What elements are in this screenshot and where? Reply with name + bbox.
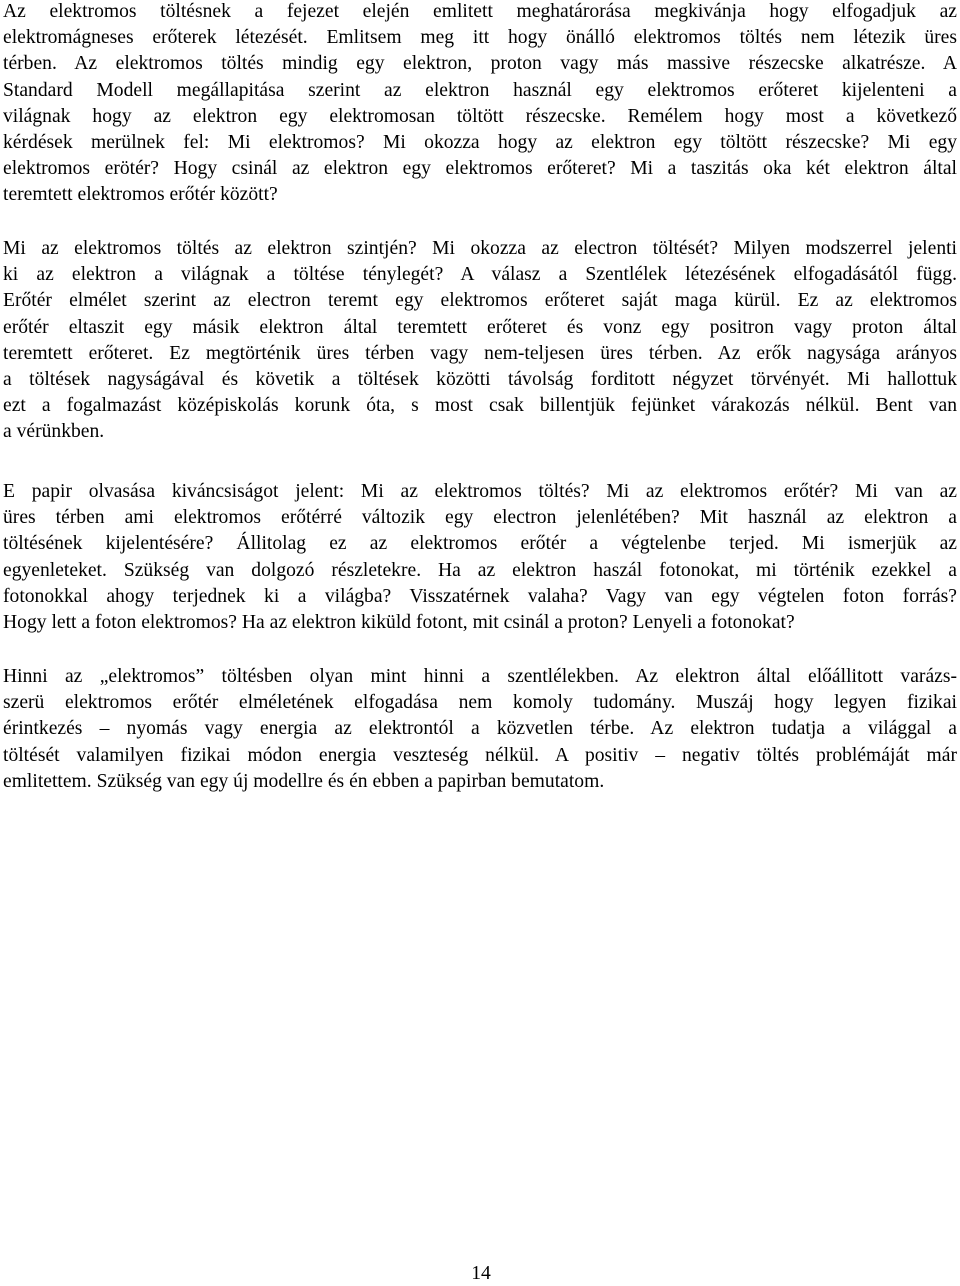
- text-line: a töltések nagyságával és követik a töltések közötti távolság forditott négyzet törvényét. Mi hallottuk: [3, 369, 957, 391]
- paragraph-2: [3, 236, 957, 446]
- text-line: Mi az elektromos töltés az elektron szintjén? Mi okozza az electron töltését? Milyen modszerrel jelenti: [3, 238, 957, 259]
- paragraph-1: [3, 0, 957, 209]
- document-page: [3, 0, 959, 1286]
- text-line: Az elektromos töltésnek a fejezet elején emlitett meghatárorása megkivánja hogy elfogadjuk az: [3, 1, 957, 22]
- text-line: elektromos erötér? Hogy csinál az elektron egy elektromos erőteret? Mi a taszitás oka két elektron által: [3, 158, 957, 180]
- page-number: 14: [471, 1263, 491, 1284]
- text-line: érintkezés – nyomás vagy energia az elektrontól a közvetlen térbe. Az elektron tudatja a világgal a: [3, 718, 957, 740]
- text-line: kérdések merülnek fel: Mi elektromos? Mi okozza hogy az elektron egy töltött részecske? Mi egy: [3, 132, 957, 154]
- text-line: fotonokkal ahogy terjednek ki a világba? Visszatérnek valaha? Vagy van egy végtelen foton forrás?: [3, 585, 957, 607]
- text-line: elektromágneses erőterek létezését. Emlitsem meg itt hogy önálló elektromos töltés nem létezik üres: [3, 27, 957, 49]
- text-line: egyenleteket. Szükség van dolgozó részletekre. Ha az elektron haszál fotonokat, mi történik ezekkel a: [3, 559, 957, 581]
- text-line: emlitettem. Szükség van egy új modellre és én ebben a papirban bemutatom.: [3, 770, 605, 792]
- text-line: világnak hogy az elektron egy elektromosan töltött részecske. Remélem hogy most a következő: [3, 105, 957, 127]
- paragraph-3: [3, 479, 957, 636]
- text-line: Hinni az „elektromos” töltésben olyan mint hinni a szentlélekben. Az elektron által előállitott varázs-: [3, 666, 957, 687]
- text-line: ezt a fogalmazást középiskolás korunk óta, s most csak billentjük fejünket várakozás nélkül. Bent van: [3, 395, 957, 417]
- text-line: szerü elektromos erőtér elméletének elfogadása nem komoly tudomány. Muszáj hogy legyen fizikai: [3, 692, 957, 714]
- text-line: E papir olvasása kiváncsiságot jelent: Mi az elektromos töltés? Mi az elektromos erőtér? Mi van az: [3, 481, 957, 502]
- text-line: Standard Modell megállapitása szerint az elektron használ egy elektromos erőteret kijelenteni a: [3, 79, 957, 101]
- text-line: töltését valamilyen fizikai módon energia veszteség nélkül. A positiv – negativ töltés problémáját már: [3, 744, 957, 766]
- paragraph-4: [3, 664, 957, 795]
- text-line: ki az elektron a világnak a töltése ténylegét? A válasz a Szentlélek létezésének elfogadásától függ.: [3, 264, 957, 286]
- text-line: Hogy lett a foton elektromos? Ha az elektron kiküld fotont, mit csinál a proton? Lenyeli a fotonokat?: [3, 612, 795, 634]
- text-line: teremtett erőteret. Ez megtörténik üres térben vagy nem-teljesen üres térben. Az erők nagysága arányos: [3, 342, 957, 364]
- text-line: töltésének kijelentésére? Állitolag ez az elektromos erőtér a végtelenbe terjed. Mi ismerjük az: [3, 533, 957, 555]
- text-line: térben. Az elektromos töltés mindig egy elektron, proton vagy más massive részecske alkatrésze. A: [3, 53, 957, 75]
- text-line: erőtér eltaszit egy másik elektron által teremtett erőteret és vonz egy positron vagy proton által: [3, 316, 957, 338]
- text-line: teremtett elektromos erőtér között?: [3, 184, 278, 206]
- text-line: a vérünkben.: [3, 421, 105, 443]
- text-line: Erőtér elmélet szerint az electron teremt egy elektromos erőteret saját maga kürül. Ez az elektromos: [3, 290, 957, 312]
- text-line: üres térben ami elektromos erőtérré változik egy electron jelenlétében? Mit használ az elektron a: [3, 507, 957, 529]
